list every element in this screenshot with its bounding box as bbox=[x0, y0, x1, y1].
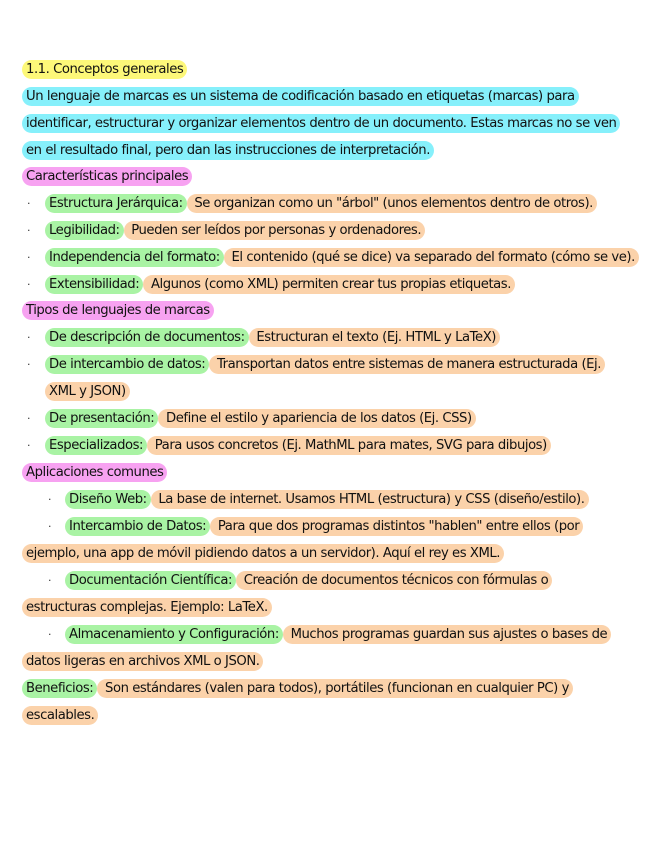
applications-heading: Aplicaciones comunes bbox=[22, 459, 167, 486]
benefits-continuation: escalables. bbox=[22, 702, 98, 729]
bullet-icon: · bbox=[27, 358, 31, 371]
application-item-continuation: ejemplo, una app de móvil pidiendo datos a un servidor). Aquí el rey es XML. bbox=[22, 540, 504, 567]
application-item-continuation: estructuras complejas. Ejemplo: LaTeX. bbox=[22, 594, 272, 621]
bullet-icon: · bbox=[27, 251, 31, 264]
intro-line-2: identificar, estructurar y organizar elementos dentro de un documento. Estas marcas no se ven bbox=[22, 110, 620, 137]
bullet-icon: · bbox=[48, 520, 52, 533]
bullet-icon: · bbox=[48, 574, 52, 587]
intro-line-1: Un lenguaje de marcas es un sistema de codificación basado en etiquetas (marcas) para bbox=[22, 83, 579, 110]
bullet-icon: · bbox=[27, 278, 31, 291]
characteristics-heading: Características principales bbox=[22, 163, 192, 190]
benefits-line: Beneficios: Son estándares (valen para todos), portátiles (funcionan en cualquier PC) y bbox=[22, 675, 573, 702]
notes-page: 1.1. Conceptos generales Un lenguaje de marcas es un sistema de codificación basado en etiquetas (marcas) para identificar, estructurar y organizar elementos dentro de un documento. Estas marcas no se ven en el resultado final, pero dan las instrucciones de interpretación. Características principales · Estructura Jerárquica: Se organizan como un "árbol" (unos elementos dentro de otros). · Legibilidad: Pueden ser leídos por personas y ordenadores. · Independencia del formato: El contenido (qué se dice) va separado del formato (cómo se ve). · Extensibilidad: Algunos (como XML) permiten crear tus propias etiquetas. Tipos de lenguajes de marcas · De descripción de documentos: Estructuran el texto (Ej. HTML y LaTeX) · De intercambio de datos: Transportan datos entre sistemas de manera estructurada (Ej. XML y JSON) · De presentación: Define el estilo y apariencia de los datos (Ej. CSS) · Especializados: Para usos concretos (Ej. MathML para mates, SVG para dibujos) Aplicaciones comunes · Diseño Web: La base de internet. Usamos HTML (estructura) y CSS (diseño/estilo). · Intercambio de Datos: Para que dos programas distintos "hablen" entre ellos (por ejemplo, una app de móvil pidiendo datos a un servidor). Aquí el rey es XML. · Documentación Científica: Creación de documentos técnicos con fórmulas o estructuras complejas. Ejemplo: LaTeX. · Almacenamiento y Configuración: Muchos programas guardan sus ajustes o bases de datos ligeras en archivos XML o JSON. Beneficios: Son estándares (valen para todos), portátiles (funcionan en cualquier PC) y escalables. bbox=[0, 0, 656, 848]
type-item-continuation: XML y JSON) bbox=[45, 378, 130, 405]
bullet-icon: · bbox=[27, 224, 31, 237]
types-heading: Tipos de lenguajes de marcas bbox=[22, 297, 214, 324]
bullet-icon: · bbox=[27, 331, 31, 344]
bullet-icon: · bbox=[48, 493, 52, 506]
application-item-continuation: datos ligeras en archivos XML o JSON. bbox=[22, 648, 263, 675]
section-title-text: 1.1. Conceptos generales bbox=[22, 60, 187, 79]
intro-line-3: en el resultado final, pero dan las instrucciones de interpretación. bbox=[22, 137, 434, 164]
bullet-icon: · bbox=[48, 628, 52, 641]
bullet-icon: · bbox=[27, 412, 31, 425]
section-title bbox=[22, 56, 187, 83]
bullet-icon: · bbox=[27, 197, 31, 210]
benefits-term: Beneficios: bbox=[22, 679, 97, 698]
bullet-icon: · bbox=[27, 439, 31, 452]
